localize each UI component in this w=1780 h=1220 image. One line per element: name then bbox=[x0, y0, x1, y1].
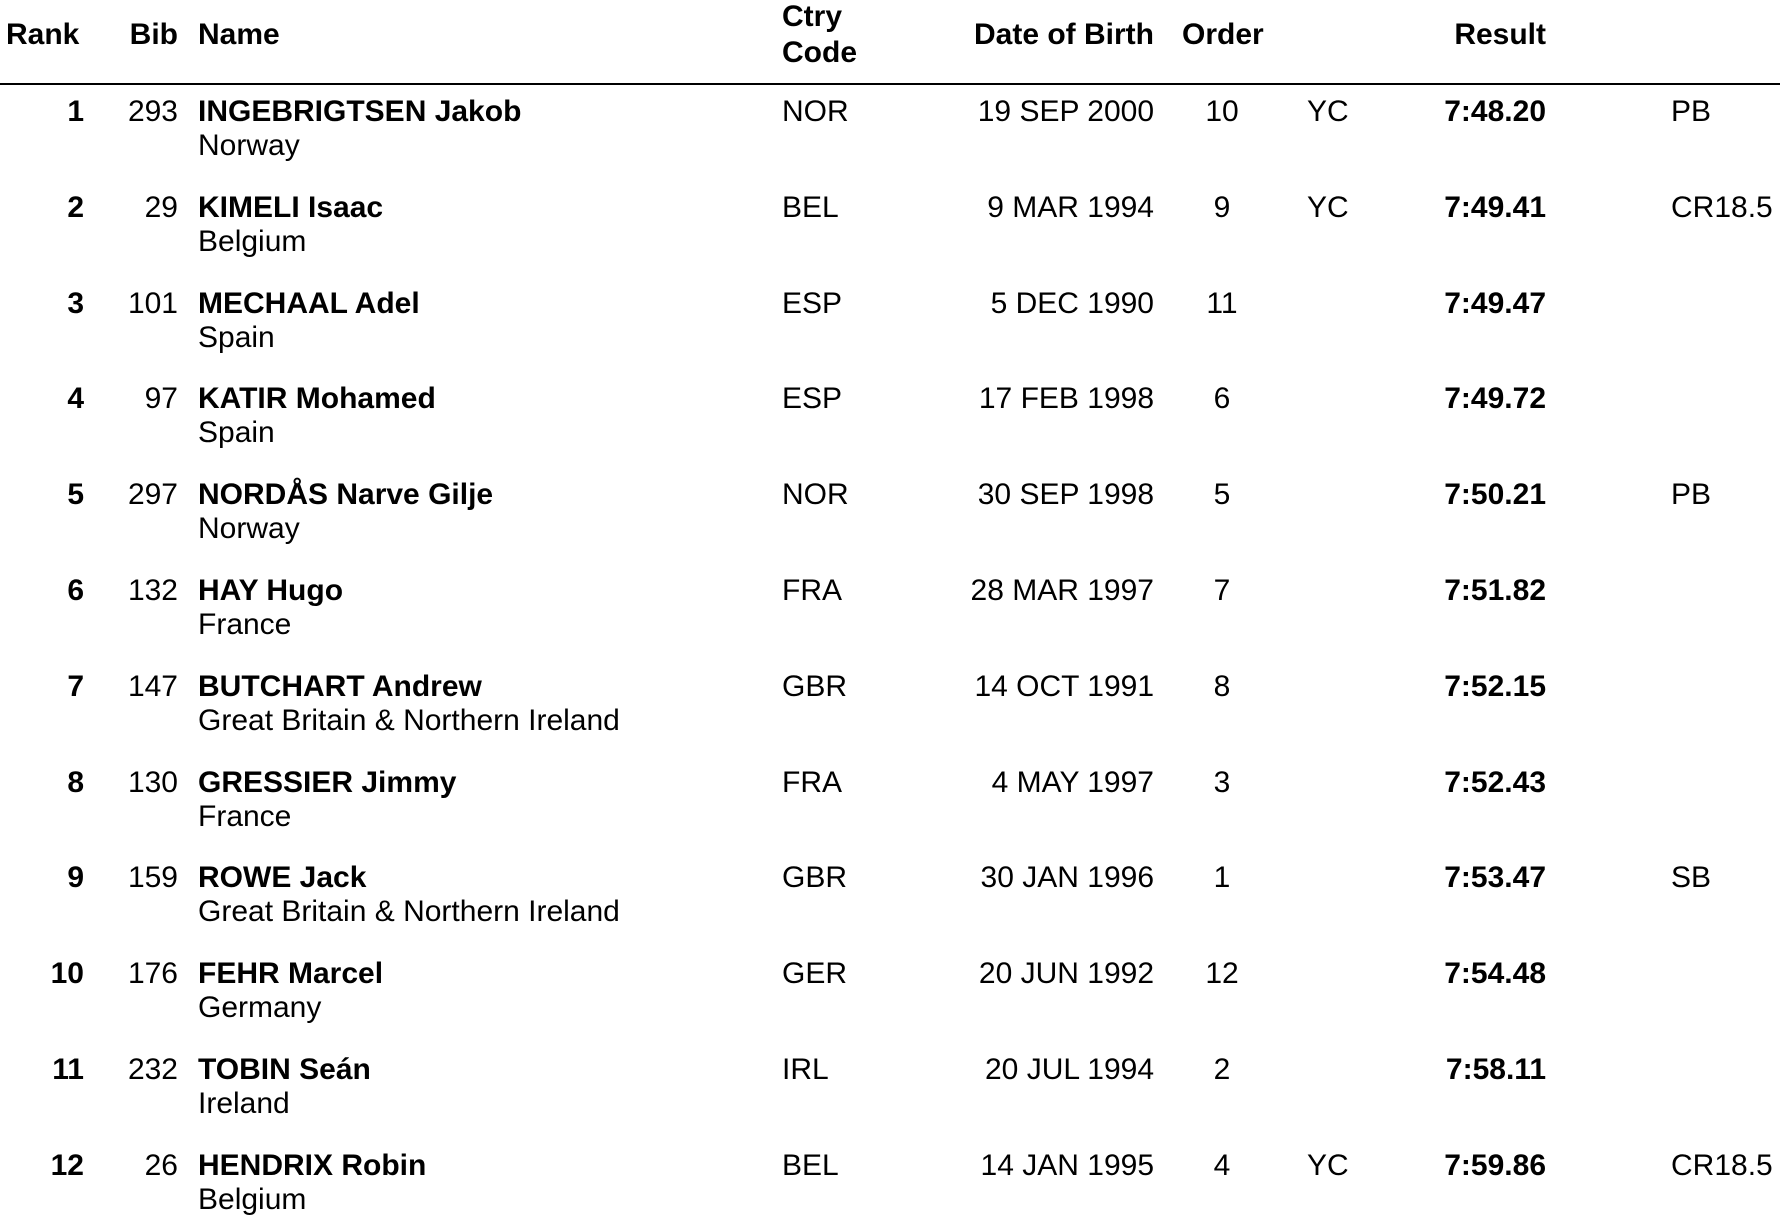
athlete-name: INGEBRIGTSEN Jakob bbox=[198, 95, 522, 128]
date-of-birth: 9 MAR 1994 bbox=[987, 190, 1154, 224]
country-code: FRA bbox=[782, 574, 842, 607]
rank-cell: 11 bbox=[52, 1053, 84, 1086]
result-row bbox=[0, 1149, 1780, 1220]
start-order: 5 bbox=[1213, 478, 1231, 512]
athlete-name: HAY Hugo bbox=[198, 574, 344, 607]
country-code: GBR bbox=[782, 669, 848, 703]
result-time: 7:52.15 bbox=[1444, 669, 1546, 703]
record-note: PB bbox=[1671, 95, 1712, 128]
rank-cell: 1 bbox=[67, 95, 84, 128]
country-code: FRA bbox=[782, 765, 842, 799]
record-note: PB bbox=[1671, 478, 1712, 512]
country-code: ESP bbox=[782, 382, 843, 416]
bib-cell: 97 bbox=[144, 382, 178, 416]
result-row bbox=[0, 670, 1780, 766]
rank-cell: 9 bbox=[67, 861, 84, 895]
country-code: IRL bbox=[782, 1053, 829, 1086]
header-bib: Bib bbox=[129, 18, 178, 51]
result-time: 7:49.72 bbox=[1444, 382, 1546, 416]
record-note: SB bbox=[1671, 861, 1712, 895]
country-name: Belgium bbox=[198, 224, 307, 258]
rank-cell: 2 bbox=[67, 190, 84, 224]
bib-cell: 26 bbox=[144, 1148, 178, 1182]
header-ctry-code-line1: Ctry bbox=[782, 0, 843, 33]
rank-cell: 5 bbox=[67, 478, 84, 512]
date-of-birth: 20 JUN 1992 bbox=[978, 957, 1154, 991]
country-name: Belgium bbox=[198, 1182, 307, 1216]
date-of-birth: 5 DEC 1990 bbox=[990, 286, 1154, 320]
record-note: CR18.5 bbox=[1671, 190, 1773, 224]
header-result: Result bbox=[1454, 18, 1546, 51]
country-code: BEL bbox=[782, 1148, 839, 1182]
date-of-birth: 28 MAR 1997 bbox=[970, 574, 1154, 607]
start-order: 2 bbox=[1213, 1053, 1231, 1086]
result-time: 7:49.47 bbox=[1444, 286, 1546, 320]
date-of-birth: 14 JAN 1995 bbox=[980, 1148, 1154, 1182]
athlete-name: MECHAAL Adel bbox=[198, 286, 420, 320]
result-row bbox=[0, 287, 1780, 383]
bib-cell: 29 bbox=[144, 190, 178, 224]
result-row bbox=[0, 478, 1780, 574]
start-order: 8 bbox=[1213, 669, 1231, 703]
country-code: NOR bbox=[782, 478, 849, 512]
country-code: GBR bbox=[782, 861, 848, 895]
header-divider bbox=[0, 83, 1780, 85]
result-time: 7:53.47 bbox=[1444, 861, 1546, 895]
result-row bbox=[0, 191, 1780, 287]
date-of-birth: 17 FEB 1998 bbox=[978, 382, 1154, 416]
date-of-birth: 30 SEP 1998 bbox=[977, 478, 1154, 512]
bib-cell: 159 bbox=[127, 861, 178, 895]
athlete-name: TOBIN Seán bbox=[198, 1053, 371, 1086]
rank-cell: 4 bbox=[67, 382, 84, 416]
bib-cell: 176 bbox=[127, 957, 178, 991]
result-time: 7:54.48 bbox=[1444, 957, 1546, 991]
header-order: Order bbox=[1182, 18, 1264, 51]
date-of-birth: 19 SEP 2000 bbox=[977, 95, 1154, 128]
result-row bbox=[0, 95, 1780, 191]
result-time: 7:52.43 bbox=[1444, 765, 1546, 799]
country-code: ESP bbox=[782, 286, 843, 320]
start-order: 3 bbox=[1213, 765, 1231, 799]
country-name: Germany bbox=[198, 991, 322, 1025]
rank-cell: 8 bbox=[67, 765, 84, 799]
country-name: Great Britain & Northern Ireland bbox=[198, 703, 620, 737]
rank-cell: 12 bbox=[50, 1148, 84, 1182]
bib-cell: 232 bbox=[127, 1053, 178, 1086]
athlete-name: FEHR Marcel bbox=[198, 957, 384, 991]
result-row bbox=[0, 766, 1780, 862]
bib-cell: 147 bbox=[127, 669, 178, 703]
country-name: Ireland bbox=[198, 1087, 290, 1120]
start-order: 10 bbox=[1205, 95, 1239, 128]
card-mark: YC bbox=[1307, 1148, 1349, 1182]
country-name: Spain bbox=[198, 320, 275, 354]
record-note: CR18.5 bbox=[1671, 1148, 1773, 1182]
athlete-name: NORDÅS Narve Gilje bbox=[198, 478, 494, 512]
rank-cell: 7 bbox=[67, 669, 84, 703]
country-code: BEL bbox=[782, 190, 839, 224]
result-time: 7:48.20 bbox=[1444, 95, 1546, 128]
country-name: France bbox=[198, 799, 292, 833]
card-mark: YC bbox=[1307, 190, 1349, 224]
country-name: France bbox=[198, 608, 292, 641]
result-time: 7:59.86 bbox=[1444, 1148, 1546, 1182]
result-time: 7:50.21 bbox=[1444, 478, 1546, 512]
result-time: 7:58.11 bbox=[1445, 1053, 1546, 1086]
country-name: Great Britain & Northern Ireland bbox=[198, 895, 620, 929]
card-mark: YC bbox=[1307, 95, 1349, 128]
start-order: 1 bbox=[1213, 861, 1231, 895]
country-code: GER bbox=[782, 957, 848, 991]
date-of-birth: 14 OCT 1991 bbox=[974, 669, 1154, 703]
athlete-name: KIMELI Isaac bbox=[198, 190, 384, 224]
rank-cell: 3 bbox=[67, 286, 84, 320]
header-ctry-code-line2: Code bbox=[782, 36, 857, 69]
start-order: 7 bbox=[1213, 574, 1231, 607]
start-order: 4 bbox=[1213, 1148, 1231, 1182]
bib-cell: 132 bbox=[127, 574, 178, 607]
rank-cell: 6 bbox=[67, 574, 84, 607]
start-order: 12 bbox=[1205, 957, 1239, 991]
result-row bbox=[0, 861, 1780, 957]
start-order: 6 bbox=[1213, 382, 1231, 416]
bib-cell: 130 bbox=[127, 765, 178, 799]
date-of-birth: 20 JUL 1994 bbox=[984, 1053, 1154, 1086]
bib-cell: 101 bbox=[127, 286, 178, 320]
header-date-of-birth: Date of Birth bbox=[974, 18, 1154, 51]
country-name: Spain bbox=[198, 416, 275, 450]
start-order: 11 bbox=[1206, 286, 1238, 320]
bib-cell: 293 bbox=[127, 95, 178, 128]
date-of-birth: 4 MAY 1997 bbox=[991, 765, 1154, 799]
athlete-name: GRESSIER Jimmy bbox=[198, 765, 457, 799]
athlete-name: BUTCHART Andrew bbox=[198, 669, 482, 703]
country-code: NOR bbox=[782, 95, 849, 128]
result-time: 7:51.82 bbox=[1444, 574, 1546, 607]
rank-cell: 10 bbox=[50, 957, 84, 991]
result-row bbox=[0, 382, 1780, 478]
country-name: Norway bbox=[198, 512, 300, 546]
athlete-name: KATIR Mohamed bbox=[198, 382, 436, 416]
result-row bbox=[0, 1053, 1780, 1149]
result-row bbox=[0, 957, 1780, 1053]
country-name: Norway bbox=[198, 129, 300, 162]
bib-cell: 297 bbox=[127, 478, 178, 512]
header-name: Name bbox=[198, 18, 280, 51]
athlete-name: HENDRIX Robin bbox=[198, 1148, 427, 1182]
date-of-birth: 30 JAN 1996 bbox=[980, 861, 1154, 895]
result-time: 7:49.41 bbox=[1444, 190, 1546, 224]
header-rank: Rank bbox=[6, 18, 80, 51]
start-order: 9 bbox=[1213, 190, 1231, 224]
result-row bbox=[0, 574, 1780, 670]
athlete-name: ROWE Jack bbox=[198, 861, 367, 895]
